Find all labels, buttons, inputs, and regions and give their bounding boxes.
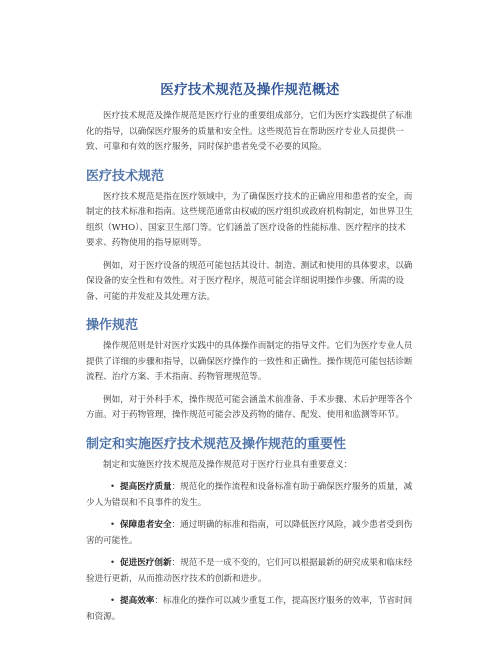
section-heading-medical-tech: 医疗技术规范 — [86, 168, 165, 184]
section-paragraph: 操作规范则是针对医疗实践中的具体操作而制定的指导文件。它们为医疗专业人员提供了详细的步骤和指导，以确保医疗操作的一致性和正确性。操作规范可能包括诊断流程、治疗方案、手术指南、药物管理规范等。 — [86, 341, 413, 382]
list-item — [86, 518, 414, 549]
intro-paragraph: 医疗技术规范及操作规范是医疗行业的重要组成部分，它们为医疗实践提供了标准化的指导，以确保医疗服务的质量和安全性。这些规范旨在帮助医疗专业人员提供一致、可靠和有效的医疗服务，同时保护患者免受不必要的风险。 — [86, 111, 413, 152]
list-item-label: 提高效率 — [120, 596, 155, 606]
list-item — [86, 556, 414, 587]
list-item-label: 促进医疗创新 — [120, 558, 172, 568]
section-paragraph: 例如，对于医疗设备的规范可能包括其设计、制造、测试和使用的具体要求，以确保设备的安全性和有效性。对于医疗程序，规范可能会详细说明操作步骤、所需的设备、可能的并发症及其处理方法。 — [86, 260, 413, 302]
list-item-text: ：规范化的操作流程和设备标准有助于确保医疗服务的质量，减少人为错误和不良事件的发生。 — [86, 482, 413, 508]
document-title: 医疗技术规范及操作规范概述 — [160, 82, 340, 98]
list-item-text: ：规范不是一成不变的，它们可以根据最新的研究成果和临床经验进行更新，从而推动医疗技术的创新和进步。 — [86, 558, 413, 584]
list-item-label: 提高医疗质量 — [120, 482, 172, 492]
section-paragraph: 医疗技术规范是指在医疗领域中，为了确保医疗技术的正确应用和患者的安全，而制定的技术标准和指南。这些规范通常由权威的医疗组织或政府机构制定，如世界卫生组织（WHO）、国家卫生部门等。它们涵盖了医疗设备的性能标准、医疗程序的技术要求、药物使用的指导原则等。 — [86, 191, 413, 248]
list-item-label: 保障患者安全 — [120, 520, 172, 530]
list-item-text: ：标准化的操作可以减少重复工作，提高医疗服务的效率，节省时间和资源。 — [86, 596, 413, 622]
bullet-icon: • — [110, 596, 116, 606]
bullet-icon: • — [110, 520, 116, 530]
section-heading-operation: 操作规范 — [86, 318, 139, 333]
importance-list — [86, 480, 414, 625]
bullet-icon: • — [110, 482, 116, 492]
section-heading-importance: 制定和实施医疗技术规范及操作规范的重要性 — [86, 436, 347, 452]
list-item-text: ：通过明确的标准和指南，可以降低医疗风险，减少患者受到伤害的可能性。 — [86, 520, 413, 546]
list-item — [86, 594, 414, 625]
section-paragraph: 例如，对于外科手术，操作规范可能会涵盖术前准备、手术步骤、术后护理等各个方面。对于药物管理，操作规范可能会涉及药物的储存、配发、使用和监测等环节。 — [86, 394, 413, 420]
section-paragraph: 制定和实施医疗技术规范及操作规范对于医疗行业具有重要意义： — [103, 459, 353, 470]
bullet-icon: • — [110, 558, 116, 568]
list-item — [86, 480, 414, 511]
